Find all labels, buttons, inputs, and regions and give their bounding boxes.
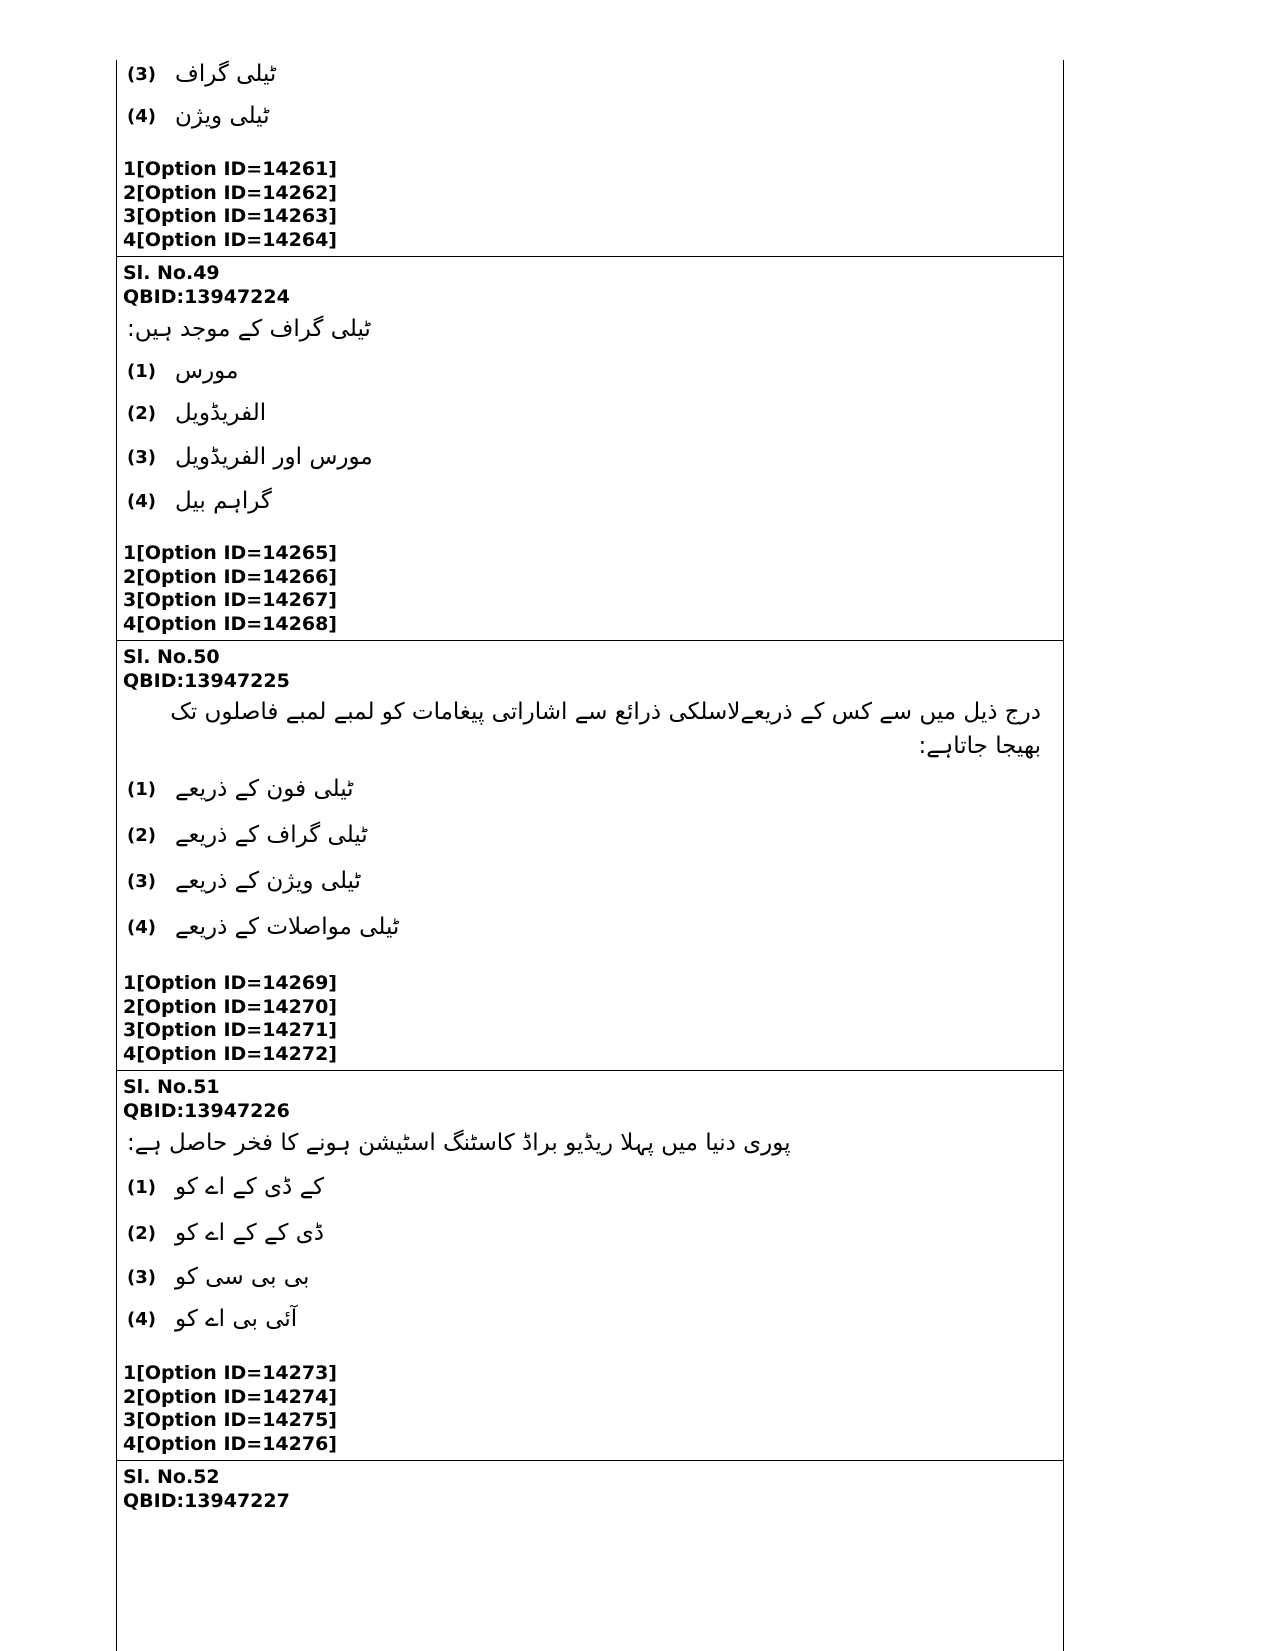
option-id: 2[Option ID=14274]	[123, 1385, 337, 1408]
option-2	[127, 395, 266, 431]
option-number: (4)	[127, 1308, 156, 1330]
question-paper-sheet	[116, 60, 1064, 1651]
option-3	[127, 863, 361, 899]
option-id: 4[Option ID=14264]	[123, 228, 337, 251]
qbid: QBID:13947225	[123, 670, 290, 692]
option-4	[127, 909, 399, 945]
question-block-50	[117, 641, 1063, 1071]
option-number: (1)	[127, 778, 156, 800]
option-id: 4[Option ID=14272]	[123, 1042, 337, 1065]
question-block-49	[117, 257, 1063, 641]
option-number: (4)	[127, 916, 156, 938]
option-text: ڈی کے کے اے کو	[175, 1220, 325, 1246]
qbid: QBID:13947227	[123, 1490, 290, 1512]
option-text: ٹیلی گراف کے ذریعے	[175, 822, 368, 848]
option-id-list	[123, 1362, 337, 1456]
option-number: (1)	[127, 1176, 156, 1198]
serial-number: Sl. No.49	[123, 262, 220, 284]
option-text: ٹیلی ویژن کے ذریعے	[175, 868, 361, 894]
option-id-list	[123, 542, 337, 636]
option-4	[127, 98, 270, 134]
option-number: (3)	[127, 870, 156, 892]
option-id: 1[Option ID=14269]	[123, 972, 337, 994]
option-text: مورس اور الفریڈویل	[175, 444, 373, 470]
option-id: 1[Option ID=14273]	[123, 1362, 337, 1384]
option-id: 4[Option ID=14276]	[123, 1432, 337, 1455]
option-1	[127, 1169, 324, 1205]
option-1	[127, 353, 238, 389]
question-text: پوری دنیا میں پہلا ریڈیو براڈ کاسٹنگ اسٹیشن ہونے کا فخر حاصل ہے:	[127, 1130, 791, 1156]
option-3	[127, 56, 276, 92]
option-number: (4)	[127, 490, 156, 512]
option-id: 2[Option ID=14266]	[123, 565, 337, 588]
option-2	[127, 1215, 324, 1251]
option-id: 3[Option ID=14267]	[123, 589, 337, 611]
option-number: (3)	[127, 446, 156, 468]
option-text: آئی بی اے کو	[175, 1306, 298, 1332]
option-3	[127, 1259, 309, 1295]
serial-number: Sl. No.51	[123, 1076, 220, 1098]
option-text: بی بی سی کو	[175, 1264, 310, 1290]
option-number: (3)	[127, 1266, 156, 1288]
option-id: 3[Option ID=14275]	[123, 1409, 337, 1431]
serial-number: Sl. No.50	[123, 646, 220, 668]
option-number: (2)	[127, 402, 156, 424]
option-4	[127, 1301, 297, 1337]
option-id: 1[Option ID=14261]	[123, 158, 337, 180]
option-id-list	[123, 972, 337, 1066]
option-1	[127, 771, 354, 807]
question-text: ٹیلی گراف کے موجد ہیں:	[127, 316, 371, 342]
option-id: 4[Option ID=14268]	[123, 612, 337, 635]
option-3	[127, 439, 373, 475]
option-text: گراہم بیل	[175, 488, 272, 514]
option-4	[127, 483, 272, 519]
qbid: QBID:13947226	[123, 1100, 290, 1122]
question-block-51	[117, 1071, 1063, 1461]
option-text: ٹیلی مواصلات کے ذریعے	[175, 914, 400, 940]
option-number: (4)	[127, 105, 156, 127]
option-text: مورس	[175, 358, 239, 384]
question-block-52	[117, 1461, 1063, 1651]
question-text: درج ذیل میں سے کس کے ذریعےلاسلکی ذرائع سے اشاراتی پیغامات کو لمبے لمبے فاصلوں تک بھیجا جاتاہے:	[170, 699, 1041, 759]
option-id-list	[123, 158, 337, 252]
option-text: الفریڈویل	[175, 400, 267, 426]
option-text: ٹیلی فون کے ذریعے	[175, 776, 354, 802]
option-id: 1[Option ID=14265]	[123, 542, 337, 564]
option-number: (2)	[127, 824, 156, 846]
prev-question-block	[117, 60, 1063, 268]
option-id: 3[Option ID=14271]	[123, 1019, 337, 1041]
option-text: کے ڈی کے اے کو	[175, 1174, 325, 1200]
option-id: 3[Option ID=14263]	[123, 205, 337, 227]
option-text: ٹیلی ویژن	[175, 103, 270, 129]
option-id: 2[Option ID=14270]	[123, 995, 337, 1018]
option-number: (1)	[127, 360, 156, 382]
option-2	[127, 817, 368, 853]
option-text: ٹیلی گراف	[175, 61, 277, 87]
qbid: QBID:13947224	[123, 286, 290, 308]
option-number: (3)	[127, 63, 156, 85]
option-id: 2[Option ID=14262]	[123, 181, 337, 204]
serial-number: Sl. No.52	[123, 1466, 220, 1488]
option-number: (2)	[127, 1222, 156, 1244]
